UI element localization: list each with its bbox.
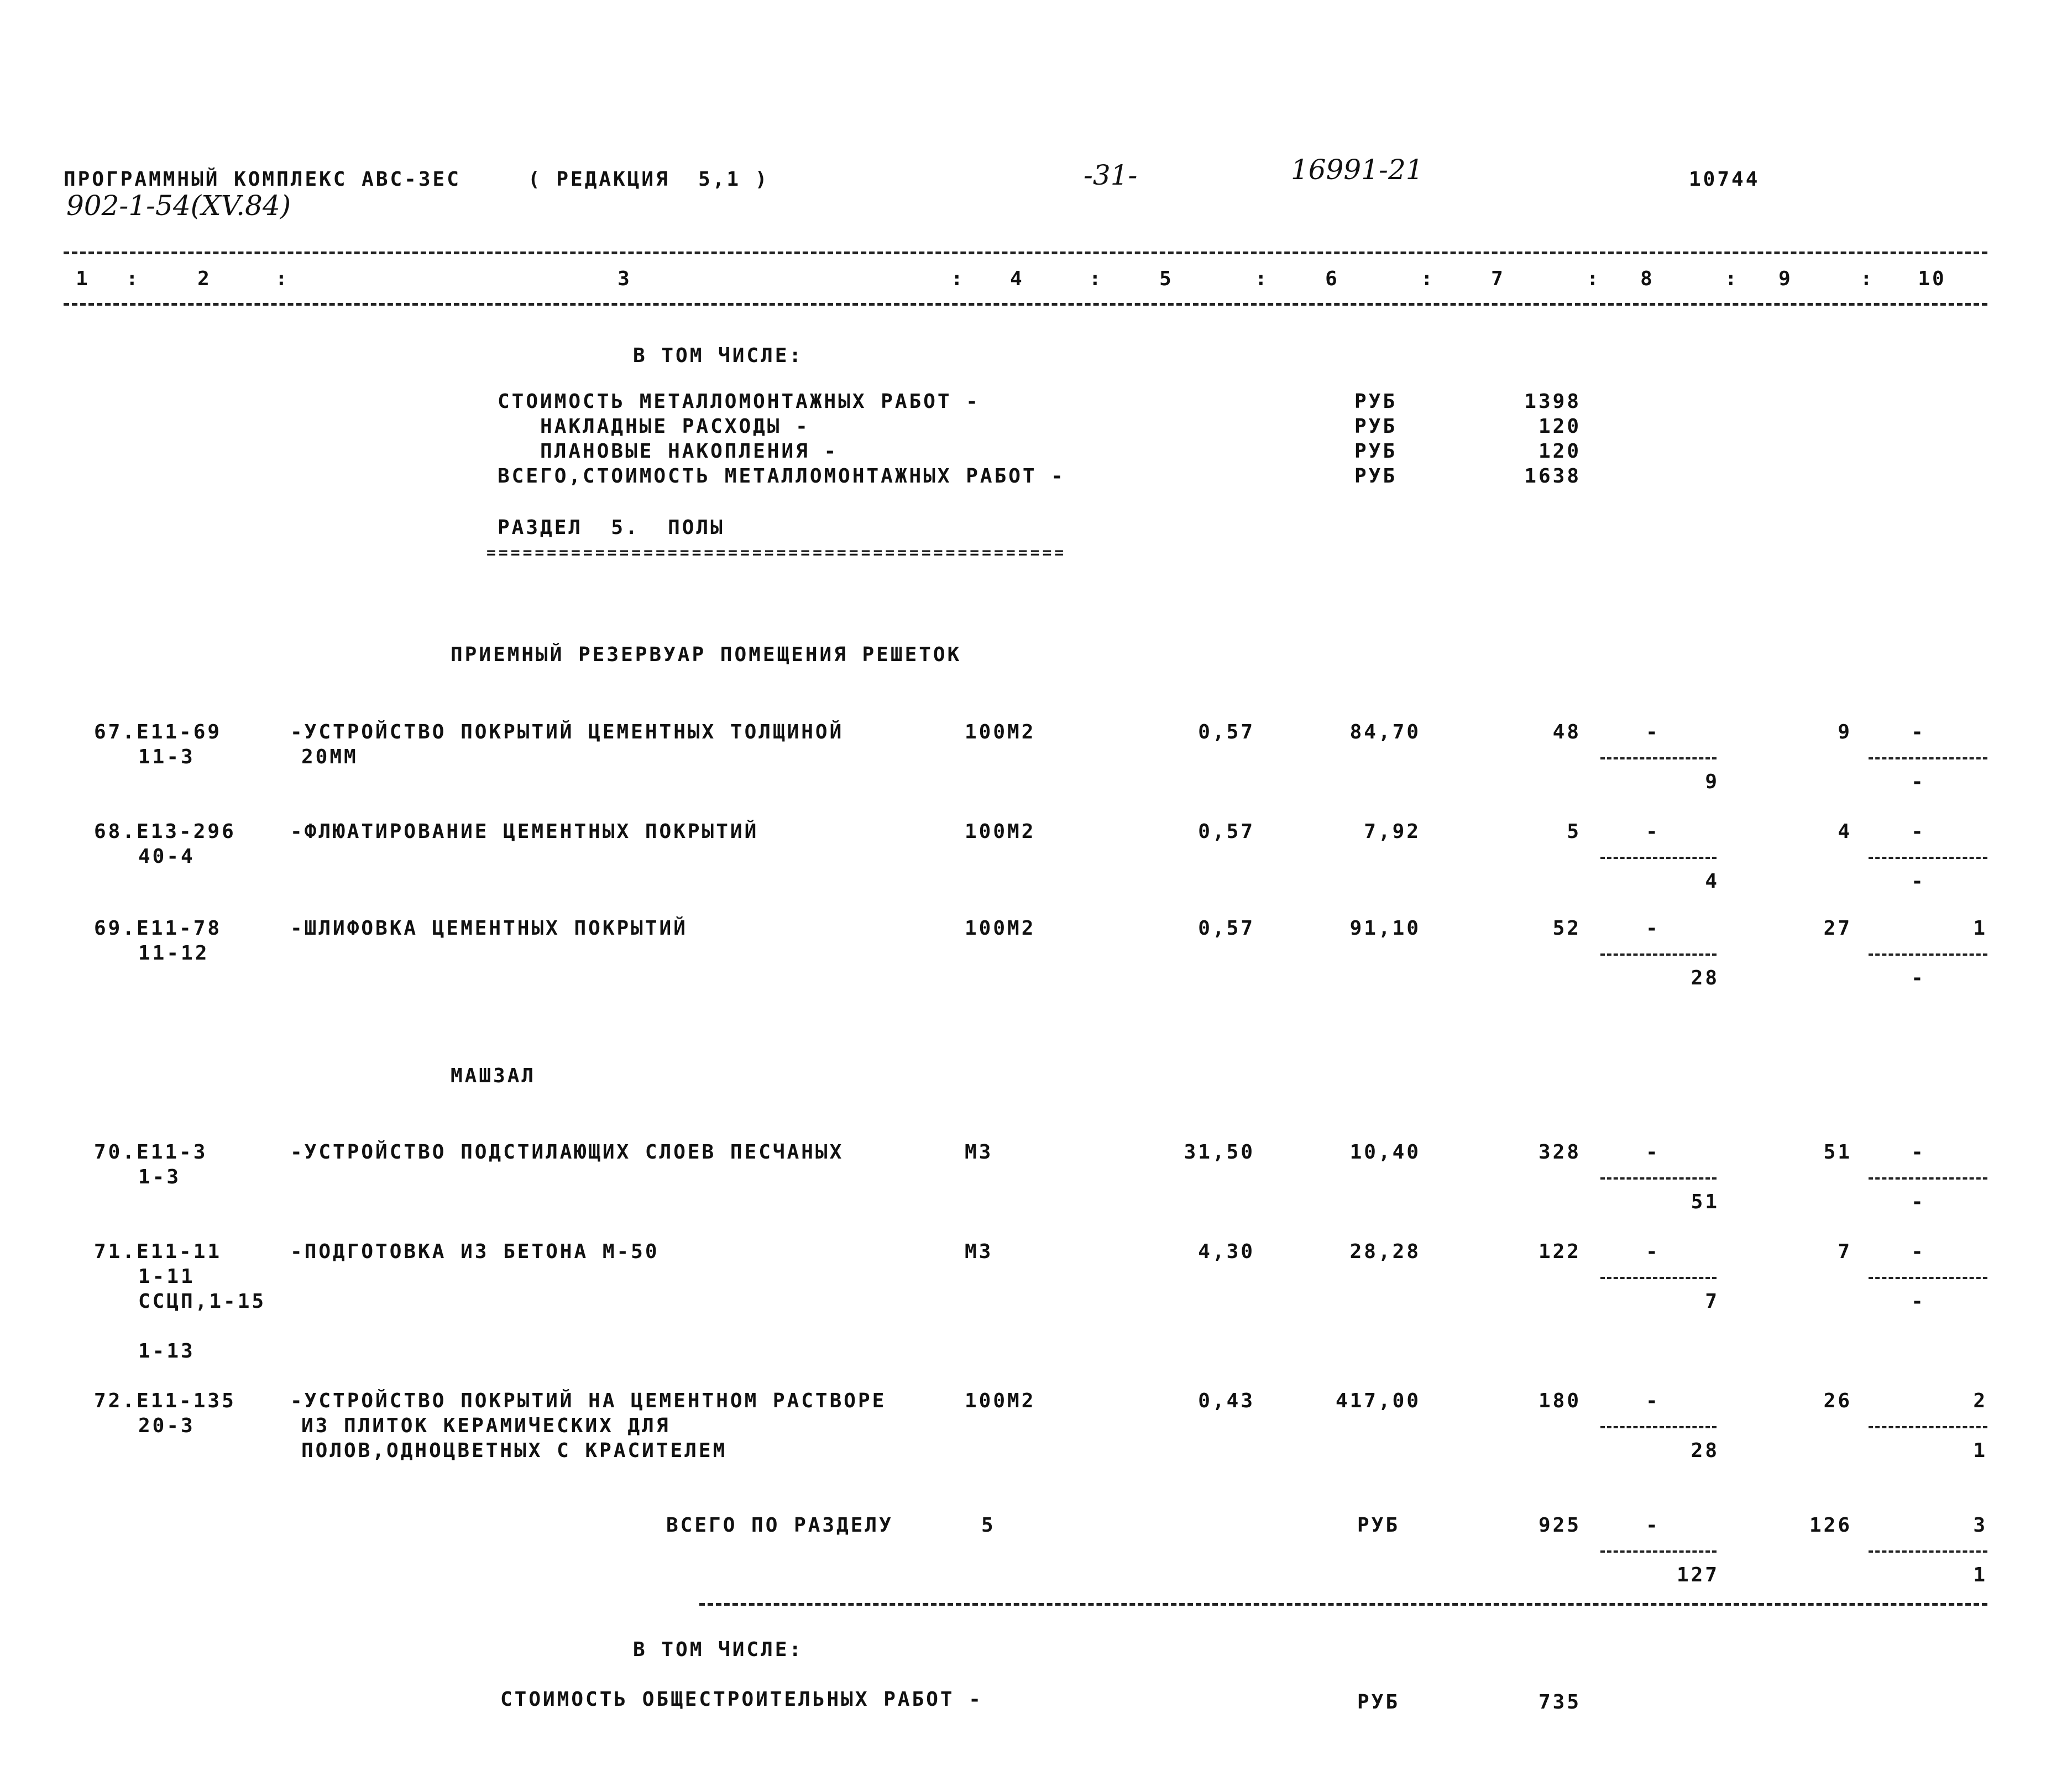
item-total: 5 <box>1567 820 1581 843</box>
document-code: 10744 <box>1689 168 1760 191</box>
col10-top: 2 <box>1973 1390 1987 1412</box>
col8-top: - <box>1646 1141 1660 1164</box>
col10-fraction-line <box>1869 1177 1987 1180</box>
summary-bottom-value: 735 <box>1538 1691 1581 1714</box>
col10-top: - <box>1911 1141 1925 1164</box>
col10-bottom: - <box>1911 967 1925 989</box>
item-unit-price: 7,92 <box>1364 820 1421 843</box>
item-quantity: 0,57 <box>1198 917 1255 940</box>
col8-top: - <box>1646 1390 1660 1412</box>
item-description: -ПОДГОТОВКА ИЗ БЕТОНА М-50 <box>290 1240 660 1263</box>
item-code-ref: 40-4 <box>138 845 195 868</box>
summary-top-heading: В ТОМ ЧИСЛЕ: <box>633 344 804 367</box>
col-header-1: 1 <box>76 268 90 290</box>
col10-top: - <box>1911 721 1925 743</box>
col10-top: 1 <box>1973 917 1987 940</box>
summary-top-label: СТОИМОСТЬ МЕТАЛЛОМОНТАЖНЫХ РАБОТ - <box>498 390 980 413</box>
col-sep-4: : <box>1089 268 1103 290</box>
item-code: 70.Е11-3 <box>94 1141 208 1164</box>
col9-value: 7 <box>1838 1240 1852 1263</box>
item-quantity: 31,50 <box>1184 1141 1255 1164</box>
edition-label: ( РЕДАКЦИЯ 5,1 ) <box>528 168 770 191</box>
col9-value: 51 <box>1823 1141 1852 1164</box>
header-rule-top <box>64 251 1987 254</box>
item-unit-price: 84,70 <box>1349 721 1421 743</box>
summary-top-unit: РУБ <box>1354 415 1398 438</box>
item-unit-price: 10,40 <box>1349 1141 1421 1164</box>
col10-top: - <box>1911 820 1925 843</box>
section-title: РАЗДЕЛ 5. ПОЛЫ <box>498 516 725 539</box>
col8-bottom: 28 <box>1691 967 1719 989</box>
item-total: 52 <box>1552 917 1581 940</box>
col-sep-7: : <box>1587 268 1601 290</box>
summary-bottom-heading: В ТОМ ЧИСЛЕ: <box>633 1638 804 1661</box>
item-total: 122 <box>1538 1240 1581 1263</box>
section-total-label: ВСЕГО ПО РАЗДЕЛУ <box>666 1514 893 1537</box>
summary-bottom-unit: РУБ <box>1357 1691 1400 1714</box>
col-header-9: 9 <box>1778 268 1793 290</box>
item-description: -ФЛЮАТИРОВАНИЕ ЦЕМЕНТНЫХ ПОКРЫТИЙ <box>290 820 759 843</box>
section-underline: ================================================ <box>486 543 1067 562</box>
item-unit: 100М2 <box>965 820 1036 843</box>
item-code: 71.Е11-11 <box>94 1240 222 1263</box>
item-description: -ШЛИФОВКА ЦЕМЕНТНЫХ ПОКРЫТИЙ <box>290 917 688 940</box>
project-code: 902-1-54(XV.84) <box>66 190 291 222</box>
col-header-5: 5 <box>1159 268 1174 290</box>
col8-fraction-line <box>1600 857 1717 859</box>
item-description-cont: ИЗ ПЛИТОК КЕРАМИЧЕСКИХ ДЛЯ <box>301 1414 671 1437</box>
col9-value: 27 <box>1823 917 1852 940</box>
section-total-number: 5 <box>981 1514 996 1537</box>
col8-top: - <box>1646 820 1660 843</box>
item-unit: М3 <box>965 1141 993 1164</box>
item-total: 328 <box>1538 1141 1581 1164</box>
item-code-ref: 1-3 <box>138 1166 181 1188</box>
col9-value: 26 <box>1823 1390 1852 1412</box>
item-unit: 100М2 <box>965 1390 1036 1412</box>
summary-top-value: 1638 <box>1524 465 1581 488</box>
col10-bottom: 1 <box>1973 1564 1987 1586</box>
col10-bottom: - <box>1911 1191 1925 1213</box>
document-number: 16991-21 <box>1291 154 1424 186</box>
subsection-title: МАШЗАЛ <box>451 1065 536 1087</box>
subsection-title: ПРИЕМНЫЙ РЕЗЕРВУАР ПОМЕЩЕНИЯ РЕШЕТОК <box>451 643 962 666</box>
col-sep-8: : <box>1725 268 1739 290</box>
item-code: 67.Е11-69 <box>94 721 222 743</box>
col-sep-6: : <box>1421 268 1435 290</box>
col-header-3: 3 <box>618 268 632 290</box>
col-sep-5: : <box>1255 268 1269 290</box>
col-sep-9: : <box>1860 268 1875 290</box>
col10-bottom: - <box>1911 771 1925 793</box>
col8-bottom: 4 <box>1705 870 1719 893</box>
summary-top-label: ПЛАНОВЫЕ НАКОПЛЕНИЯ - <box>498 440 839 463</box>
section-total-value: 925 <box>1538 1514 1581 1537</box>
summary-top-value: 1398 <box>1524 390 1581 413</box>
col8-bottom: 9 <box>1705 771 1719 793</box>
item-quantity: 0,57 <box>1198 721 1255 743</box>
col-header-8: 8 <box>1640 268 1655 290</box>
col10-fraction-line <box>1869 857 1987 859</box>
col8-bottom: 51 <box>1691 1191 1719 1213</box>
col10-top: 3 <box>1973 1514 1987 1537</box>
item-unit-price: 91,10 <box>1349 917 1421 940</box>
col10-top: - <box>1911 1240 1925 1263</box>
item-code: 69.Е11-78 <box>94 917 222 940</box>
item-code: 72.Е11-135 <box>94 1390 236 1412</box>
col8-top: - <box>1646 1514 1660 1537</box>
col-sep-3: : <box>951 268 965 290</box>
col-header-6: 6 <box>1325 268 1339 290</box>
summary-top-label: НАКЛАДНЫЕ РАСХОДЫ - <box>498 415 810 438</box>
col10-bottom: - <box>1911 1290 1925 1313</box>
item-unit: М3 <box>965 1240 993 1263</box>
col8-fraction-line <box>1600 1277 1717 1279</box>
col8-top: - <box>1646 917 1660 940</box>
col10-fraction-line <box>1869 1277 1987 1279</box>
col10-bottom: - <box>1911 870 1925 893</box>
col10-bottom: 1 <box>1973 1439 1987 1462</box>
col8-bottom: 7 <box>1705 1290 1719 1313</box>
col8-fraction-line <box>1600 953 1717 956</box>
col10-fraction-line <box>1869 1550 1987 1553</box>
item-code-ref: 1-13 <box>138 1340 195 1363</box>
col-header-7: 7 <box>1491 268 1505 290</box>
summary-top-unit: РУБ <box>1354 465 1398 488</box>
item-total: 180 <box>1538 1390 1581 1412</box>
col8-bottom: 127 <box>1676 1564 1719 1586</box>
item-description: -УСТРОЙСТВО ПОКРЫТИЙ НА ЦЕМЕНТНОМ РАСТВОРЕ <box>290 1390 887 1412</box>
col10-fraction-line <box>1869 757 1987 759</box>
item-unit: 100М2 <box>965 721 1036 743</box>
col8-fraction-line <box>1600 1426 1717 1428</box>
col10-fraction-line <box>1869 953 1987 956</box>
item-unit: 100М2 <box>965 917 1036 940</box>
summary-top-unit: РУБ <box>1354 390 1398 413</box>
item-code-ref: 11-12 <box>138 942 210 965</box>
item-code: 68.Е13-296 <box>94 820 236 843</box>
col-header-10: 10 <box>1918 268 1946 290</box>
col10-fraction-line <box>1869 1426 1987 1428</box>
col-sep-1: : <box>126 268 140 290</box>
summary-top-value: 120 <box>1538 415 1581 438</box>
item-code-ref: 20-3 <box>138 1414 195 1437</box>
col8-fraction-line <box>1600 1550 1717 1553</box>
item-description-cont: ПОЛОВ,ОДНОЦВЕТНЫХ С КРАСИТЕЛЕМ <box>301 1439 728 1462</box>
summary-top-value: 120 <box>1538 440 1581 463</box>
item-quantity: 0,43 <box>1198 1390 1255 1412</box>
item-quantity: 0,57 <box>1198 820 1255 843</box>
col8-top: - <box>1646 1240 1660 1263</box>
item-code-ref: 11-3 <box>138 746 195 768</box>
col9-value: 9 <box>1838 721 1852 743</box>
summary-top-label: ВСЕГО,СТОИМОСТЬ МЕТАЛЛОМОНТАЖНЫХ РАБОТ - <box>498 465 1065 488</box>
item-code-ref: 1-11 <box>138 1265 195 1288</box>
col-header-2: 2 <box>197 268 212 290</box>
col9-value: 4 <box>1838 820 1852 843</box>
section-total-rule <box>699 1603 1987 1606</box>
item-unit-price: 28,28 <box>1349 1240 1421 1263</box>
col-header-4: 4 <box>1010 268 1024 290</box>
summary-top-unit: РУБ <box>1354 440 1398 463</box>
col8-fraction-line <box>1600 757 1717 759</box>
page-number: -31- <box>1084 159 1138 191</box>
col9-value: 126 <box>1809 1514 1852 1537</box>
item-unit-price: 417,00 <box>1335 1390 1421 1412</box>
col8-top: - <box>1646 721 1660 743</box>
summary-bottom-label: СТОИМОСТЬ ОБЩЕСТРОИТЕЛЬНЫХ РАБОТ - <box>500 1688 983 1711</box>
col8-bottom: 28 <box>1691 1439 1719 1462</box>
item-description: -УСТРОЙСТВО ПОКРЫТИЙ ЦЕМЕНТНЫХ ТОЛЩИНОЙ <box>290 721 844 743</box>
item-description-cont: 20ММ <box>301 746 358 768</box>
item-description: -УСТРОЙСТВО ПОДСТИЛАЮЩИХ СЛОЕВ ПЕСЧАНЫХ <box>290 1141 844 1164</box>
col8-fraction-line <box>1600 1177 1717 1180</box>
section-total-unit: РУБ <box>1357 1514 1400 1537</box>
item-quantity: 4,30 <box>1198 1240 1255 1263</box>
item-total: 48 <box>1552 721 1581 743</box>
item-code-ref: ССЦП,1-15 <box>138 1290 266 1313</box>
col-sep-2: : <box>275 268 290 290</box>
program-title: ПРОГРАММНЫЙ КОМПЛЕКС АВС-ЗЕС <box>64 168 461 191</box>
header-rule-bottom <box>64 303 1987 306</box>
